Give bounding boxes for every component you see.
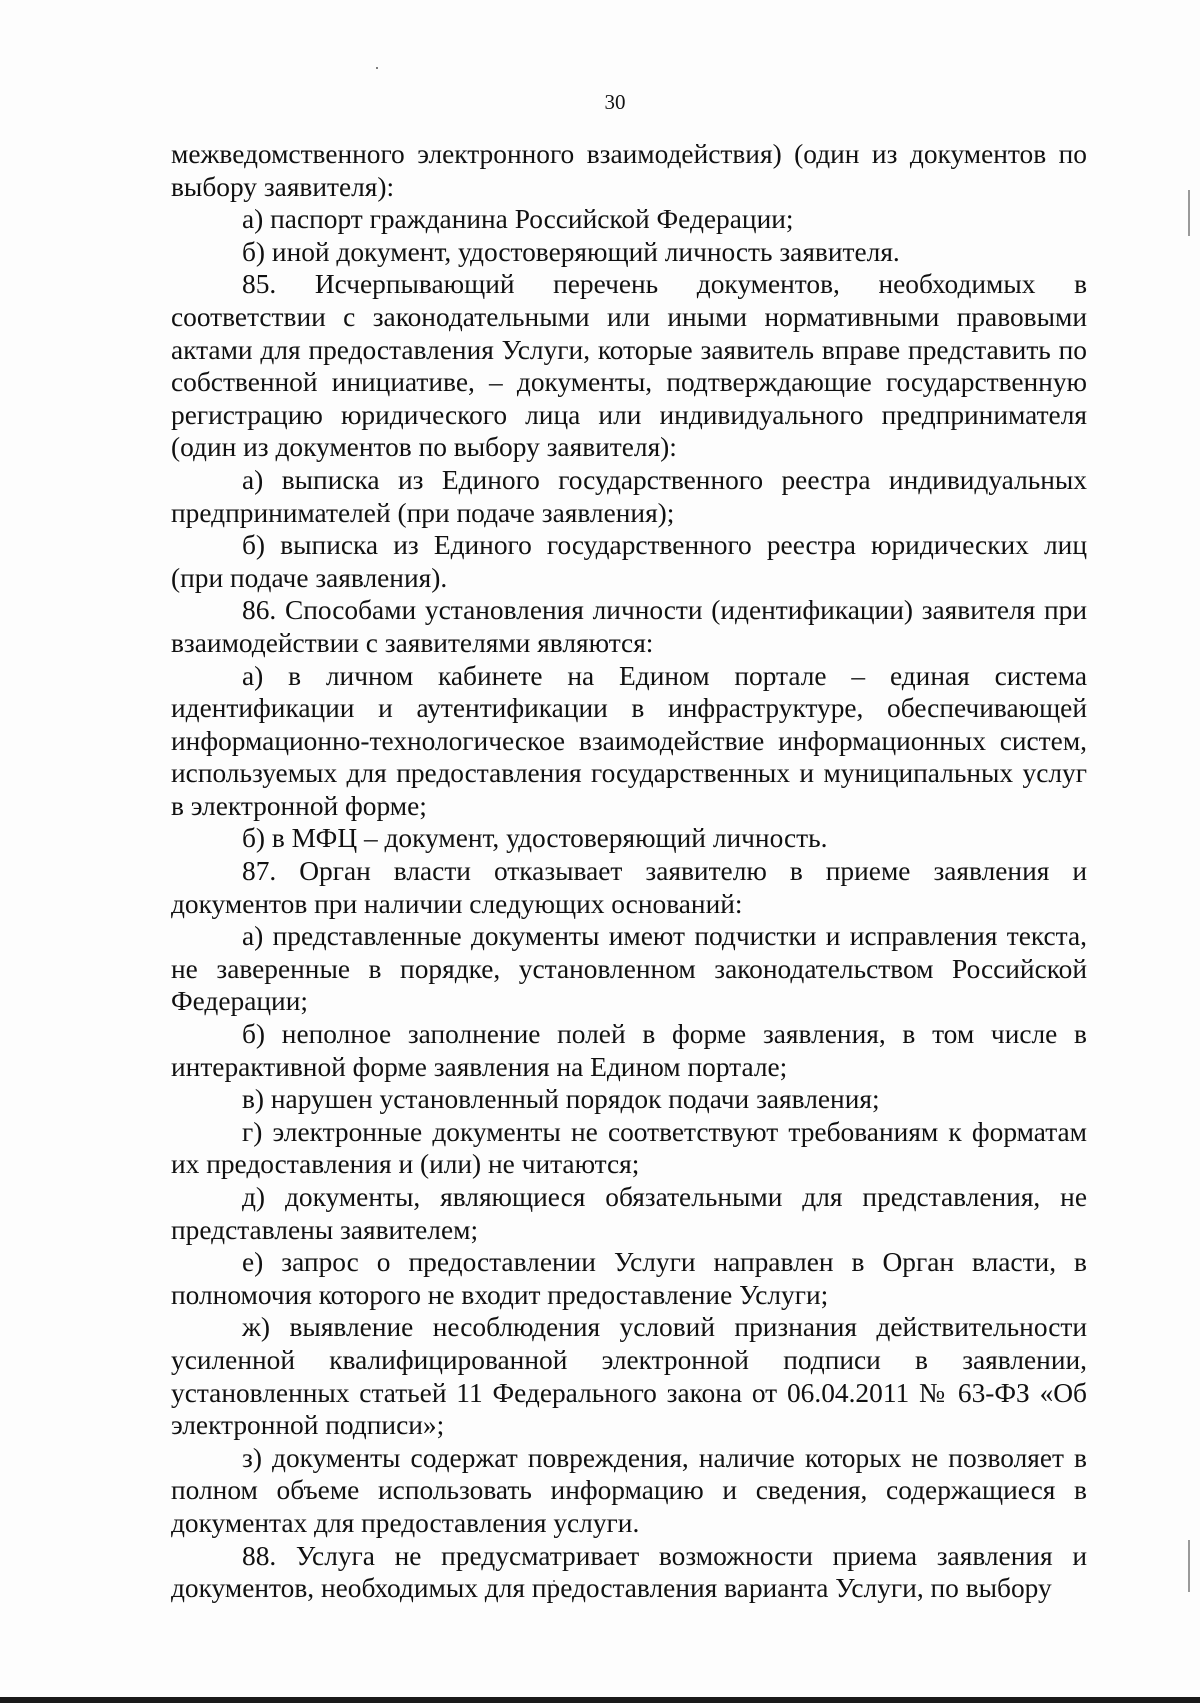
- paragraph: ж) выявление несоблюдения условий признания действительности усиленной квалифицированной электронной подписи в заявлении, установленных статьей 11 Федерального закона от 06.04.2011 № 63-ФЗ «Об электронной подписи»;: [171, 1312, 1087, 1441]
- paragraph: з) документы содержат повреждения, наличие которых не позволяет в полном объеме использовать информацию и сведения, содержащиеся в документах для предоставления услуги.: [171, 1442, 1087, 1538]
- scan-bottom-border: [0, 1697, 1200, 1703]
- paragraph: е) запрос о предоставлении Услуги направлен в Орган власти, в полномочия которого не входит предоставление Услуги;: [171, 1247, 1087, 1310]
- paragraph: б) в МФЦ – документ, удостоверяющий личность.: [242, 823, 828, 854]
- paragraph: б) выписка из Единого государственного реестра юридических лиц (при подаче заявления).: [171, 530, 1087, 593]
- scan-edge-mark: [1188, 1540, 1190, 1592]
- body-text: [171, 138, 1087, 1605]
- paragraph: а) выписка из Единого государственного реестра индивидуальных предпринимателей (при подаче заявления);: [171, 464, 1087, 528]
- paragraph: межведомственного электронного взаимодействия) (один из документов по выбору заявителя):: [171, 139, 1087, 202]
- paragraph: 87. Орган власти отказывает заявителю в приеме заявления и документов при наличии следующих оснований:: [171, 856, 1087, 919]
- scan-speck: [376, 67, 378, 69]
- paragraph: а) в личном кабинете на Едином портале – единая система идентификации и аутентификации в инфраструктуре, обеспечивающей информационно-технологическое взаимодействие информационных систем, используемых для предоставления государственных и муниципальных услуг в электронной форме;: [171, 660, 1087, 821]
- paragraph: 86. Способами установления личности (идентификации) заявителя при взаимодействии с заявителями являются:: [171, 595, 1087, 658]
- page-number: 30: [604, 90, 626, 114]
- paragraph: 88. Услуга не предусматривает возможности приема заявления и документов, необходимых для предоставления варианта Услуги, по выбору: [171, 1540, 1087, 1604]
- paragraph: 85. Исчерпывающий перечень документов, необходимых в соответствии с законодательными или иными нормативными правовыми актами для предоставления Услуги, которые заявитель вправе представить по собственной инициативе, – документы, подтверждающие государственную регистрацию юридического лица или индивидуального предпринимателя (один из документов по выбору заявителя):: [171, 269, 1087, 463]
- paragraph: а) паспорт гражданина Российской Федерации;: [242, 204, 794, 235]
- paragraph: а) представленные документы имеют подчистки и исправления текста, не заверенные в порядке, установленном законодательством Российской Федерации;: [171, 921, 1087, 1017]
- paragraph: в) нарушен установленный порядок подачи заявления;: [242, 1084, 880, 1115]
- paragraph: д) документы, являющиеся обязательными для представления, не представлены заявителем;: [171, 1182, 1087, 1245]
- paragraph: б) неполное заполнение полей в форме заявления, в том числе в интерактивной форме заявления на Едином портале;: [171, 1019, 1087, 1082]
- paragraph: б) иной документ, удостоверяющий личность заявителя.: [242, 236, 900, 267]
- scan-edge-mark: [1188, 190, 1190, 236]
- paragraph: г) электронные документы не соответствуют требованиям к форматам их предоставления и (или) не читаются;: [171, 1116, 1087, 1180]
